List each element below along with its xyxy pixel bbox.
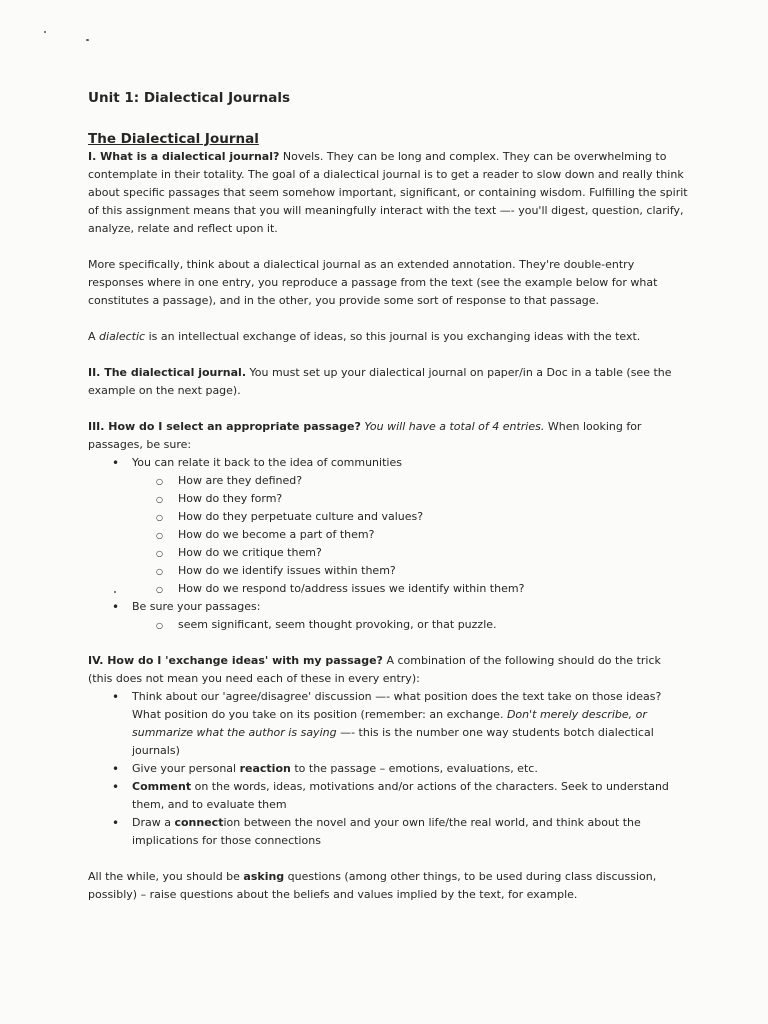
list-item: • Comment on the words, ideas, motivations and/or actions of the characters. Seek to understand them, and to evaluate them [88, 778, 688, 814]
list-item: • Give your personal reaction to the passage – emotions, evaluations, etc. [88, 760, 688, 778]
section-2-paragraph [88, 364, 688, 400]
dialectic-paragraph: A dialectic is an intellectual exchange of ideas, so this journal is you exchanging ideas with the text. [88, 330, 641, 343]
list-item: ○ How do they perpetuate culture and values? [88, 508, 688, 526]
list-item: • Draw a connection between the novel and your own life/the real world, and think about the implications for those connections [88, 814, 688, 850]
section-1-text: Novels. They can be long and complex. They can be overwhelming to contemplate in their totality. The goal of a dialectical journal is to get a reader to slow down and really think about specific passages that seem somehow important, significant, or containing wisdom. Fulfilling the spirit of this assignment means that you will meaningfully interact with the text —- you'll digest, question, clarify, analyze, relate and reflect upon it. [88, 150, 688, 235]
asking-term: asking [243, 870, 285, 883]
section-2-heading: II. The dialectical journal. [88, 366, 246, 379]
section-1-heading: I. What is a dialectical journal? [88, 150, 280, 163]
section-title: The Dialectical Journal [88, 131, 259, 147]
section-3-paragraph [88, 418, 688, 454]
closing-paragraph: All the while, you should be asking questions (among other things, to be used during class discussion, possibly) – raise questions about the beliefs and values implied by the text, for example. [88, 870, 657, 901]
list-item: ○ How do we become a part of them? [88, 526, 688, 544]
section-4-paragraph [88, 652, 688, 688]
section-3-heading: III. How do I select an appropriate passage? [88, 420, 361, 433]
list-item: • Think about our 'agree/disagree' discussion —- what position does the text take on those ideas? What position do you take on its position (remember: an exchange. Don't merely describe, or summarize what the author is saying —- this is the number one way students botch dialectical journals) [88, 688, 688, 760]
document-page [88, 88, 688, 904]
list-item: ○ How do we respond to/address issues we identify within them? [88, 580, 688, 598]
unit-title: Unit 1: Dialectical Journals [88, 90, 291, 106]
list-item: ○ How do they form? [88, 490, 688, 508]
list-item: ○ seem significant, seem thought provoking, or that puzzle. [88, 616, 688, 634]
scan-speck [86, 39, 89, 41]
section-4-text: A combination of the following should do the trick (this does not mean you need each of these in every entry): [88, 654, 661, 685]
community-questions-list [132, 472, 688, 598]
section-1-paragraph [88, 148, 688, 238]
list-item: • Be sure your passages: ○ seem significant, seem thought provoking, or that puzzle. [88, 598, 688, 634]
passage-criteria-list [88, 454, 688, 634]
annotation-paragraph: More specifically, think about a dialectical journal as an extended annotation. They're double-entry responses where in one entry, you reproduce a passage from the text (see the example below for what constitutes a passage), and in the other, you provide some sort of response to that passage. [88, 258, 658, 307]
section-3-text: When looking for passages, be sure: [88, 420, 642, 451]
list-item: • You can relate it back to the idea of communities ○ How are they defined? ○ How do they form? ○ How do they perpetuate culture and values? ○ How do we become a part of them? ○ How do we critique them? ○ How do we identify issues within them? ○ How do we respond to/address issues we identify within them? [88, 454, 688, 598]
list-item: ○ How do we identify issues within them? [88, 562, 688, 580]
dialectic-term: dialectic [99, 330, 146, 343]
list-item: ○ How do we critique them? [88, 544, 688, 562]
section-3-italic: You will have a total of 4 entries. [360, 420, 545, 433]
passage-qualities-list [132, 616, 688, 634]
list-item: ○ How are they defined? [88, 472, 688, 490]
section-2-text: You must set up your dialectical journal on paper/in a Doc in a table (see the example on the next page). [88, 366, 672, 397]
section-4-heading: IV. How do I 'exchange ideas' with my passage? [88, 654, 383, 667]
exchange-ideas-list [88, 688, 688, 850]
scan-speck [44, 31, 46, 33]
